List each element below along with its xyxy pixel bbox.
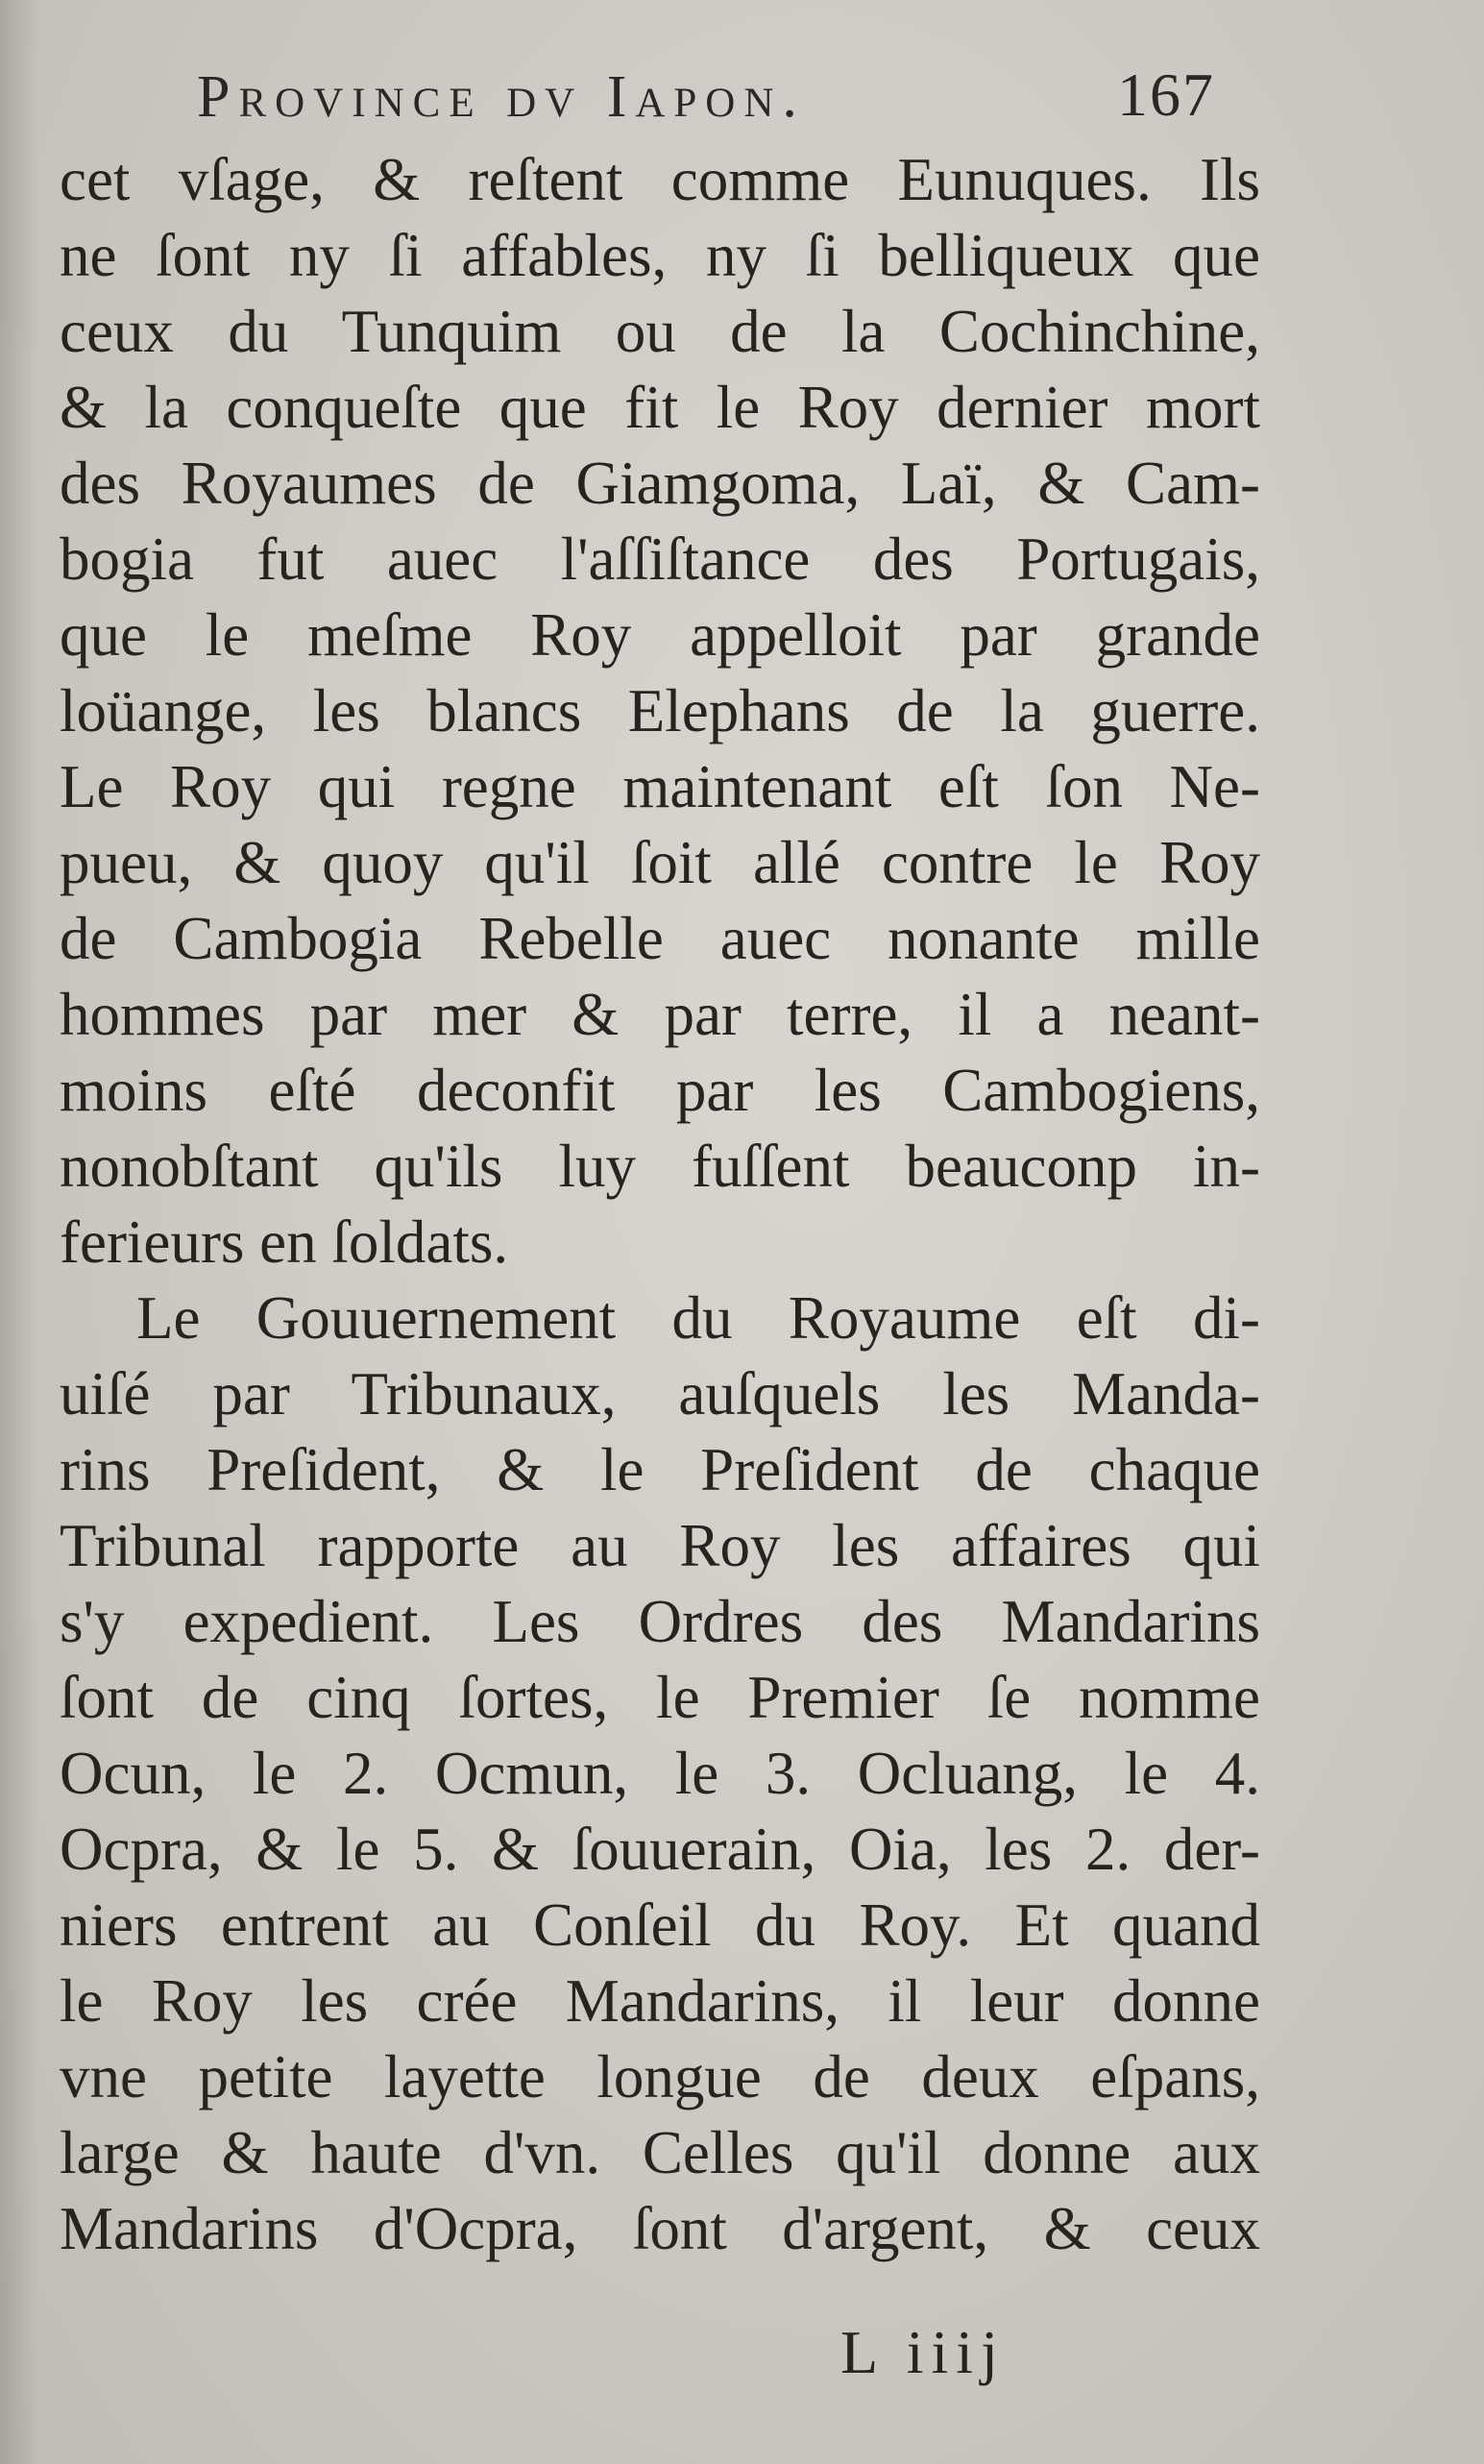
text-line: s'y expedient. Les Ordres des Mandarins [60,1588,1260,1655]
text-line: Ocun, le 2. Ocmun, le 3. Ocluang, le 4. [60,1740,1260,1807]
text-line: cet vſage, & reſtent comme Eunuques. Ils [60,146,1260,213]
text-line: Ocpra, & le 5. & ſouuerain, Oia, les 2. der- [60,1816,1260,1883]
text-line: bogia fut auec l'aſſiſtance des Portugais, [60,525,1260,593]
text-line: Tribunal rapporte au Roy les affaires qui [60,1512,1260,1579]
text-line: hommes par mer & par terre, il a neant- [60,981,1260,1048]
text-line: de Cambogia Rebelle auec nonante mille [60,905,1260,972]
text-line: le Roy les crée Mandarins, il leur donne [60,1967,1260,2035]
text-line: ceux du Tunquim ou de la Cochinchine, [60,298,1260,365]
text-line: vne petite layette longue de deux eſpans, [60,2043,1260,2110]
running-head [197,60,1253,136]
text-line: pueu, & quoy qu'il ſoit allé contre le Roy [60,829,1260,896]
text-line: moins eſté deconfit par les Cambogiens, [60,1057,1260,1124]
text-line: ſont de cinq ſortes, le Premier ſe nomme [60,1664,1260,1731]
text-line: nonobſtant qu'ils luy fuſſent beauconp in- [60,1133,1260,1200]
text-block [60,142,1260,2267]
text-line: ferieurs en ſoldats. [60,1208,509,1276]
running-head-title: Province dv Iapon. [197,64,806,130]
signature-mark: L iiij [840,2318,1006,2386]
text-line: rins Preſident, & le Preſident de chaque [60,1436,1260,1503]
text-line: Le Gouuernement du Royaume eſt di- [136,1284,1260,1352]
text-line: uiſé par Tribunaux, auſquels les Manda- [60,1360,1260,1427]
text-line: loüange, les blancs Elephans de la guerre. [60,677,1260,744]
page-number: 167 [1117,61,1215,129]
text-line: niers entrent au Conſeil du Roy. Et quand [60,1891,1260,1959]
text-line: des Royaumes de Giamgoma, Laï, & Cam- [60,450,1260,517]
text-line: Mandarins d'Ocpra, ſont d'argent, & ceux [60,2195,1260,2262]
text-line: & la conqueſte que fit le Roy dernier mort [60,374,1260,441]
text-line: ne ſont ny ſi affables, ny ſi belliqueux que [60,222,1260,289]
page-edge-shadow [0,0,38,2464]
text-line: large & haute d'vn. Celles qu'il donne aux [60,2119,1260,2186]
text-line: Le Roy qui regne maintenant eſt ſon Ne- [60,753,1260,820]
text-line: que le meſme Roy appelloit par grande [60,601,1260,669]
